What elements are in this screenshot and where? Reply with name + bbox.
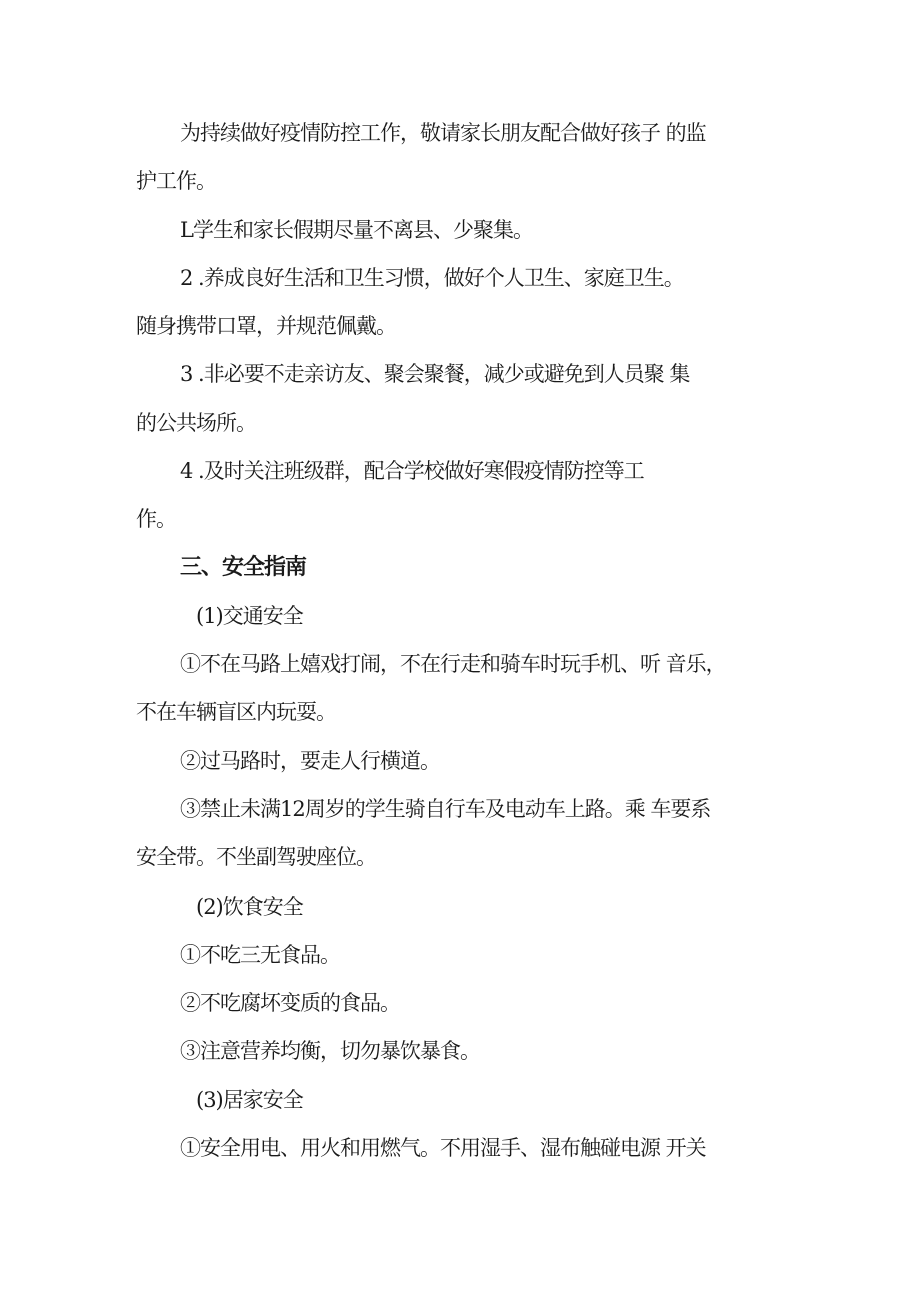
section-heading-safety-guide: 三、安全指南 — [180, 555, 307, 580]
paragraph-line-19: ②不吃腐坏变质的食品。 — [180, 991, 400, 1015]
paragraph-line-6: 3 .非必要不走亲访友、聚会聚餐，减少或避免到人员聚 集 — [180, 362, 690, 386]
paragraph-line-12: ①不在马路上嬉戏打闹，不在行走和骑车时玩手机、听 音乐， — [180, 652, 726, 676]
subheading-traffic-safety: (1)交通安全 — [196, 604, 303, 628]
paragraph-line-7: 的公共场所。 — [136, 411, 256, 435]
subheading-food-safety: (2)饮食安全 — [196, 895, 303, 919]
paragraph-line-13: 不在车辆盲区内玩耍。 — [136, 700, 336, 724]
paragraph-line-15: ③禁止未满12周岁的学生骑自行车及电动车上路。乘 车要系 — [180, 797, 711, 821]
paragraph-line-14: ②过马路时，要走人行横道。 — [180, 749, 440, 773]
paragraph-line-16: 安全带。不坐副驾驶座位。 — [136, 845, 376, 869]
paragraph-line-18: ①不吃三无食品。 — [180, 943, 340, 967]
paragraph-line-4: 2 .养成良好生活和卫生习惯，做好个人卫生、家庭卫生。 — [180, 266, 684, 290]
paragraph-line-5: 随身携带口罩，并规范佩戴。 — [136, 314, 396, 338]
paragraph-line-1: 为持续做好疫情防控工作，敬请家长朋友配合做好孩子 的监 — [180, 121, 706, 145]
paragraph-line-9: 作。 — [136, 507, 176, 531]
paragraph-line-2: 护工作。 — [136, 169, 216, 193]
paragraph-line-20: ③注意营养均衡，切勿暴饮暴食。 — [180, 1039, 480, 1063]
paragraph-line-22: ①安全用电、用火和用燃气。不用湿手、湿布触碰电源 开关 — [180, 1136, 706, 1160]
paragraph-line-8: 4 .及时关注班级群，配合学校做好寒假疫情防控等工 — [180, 459, 644, 483]
subheading-home-safety: (3)居家安全 — [196, 1088, 303, 1112]
paragraph-line-3: L学生和家长假期尽量不离县、少聚集。 — [180, 218, 533, 242]
